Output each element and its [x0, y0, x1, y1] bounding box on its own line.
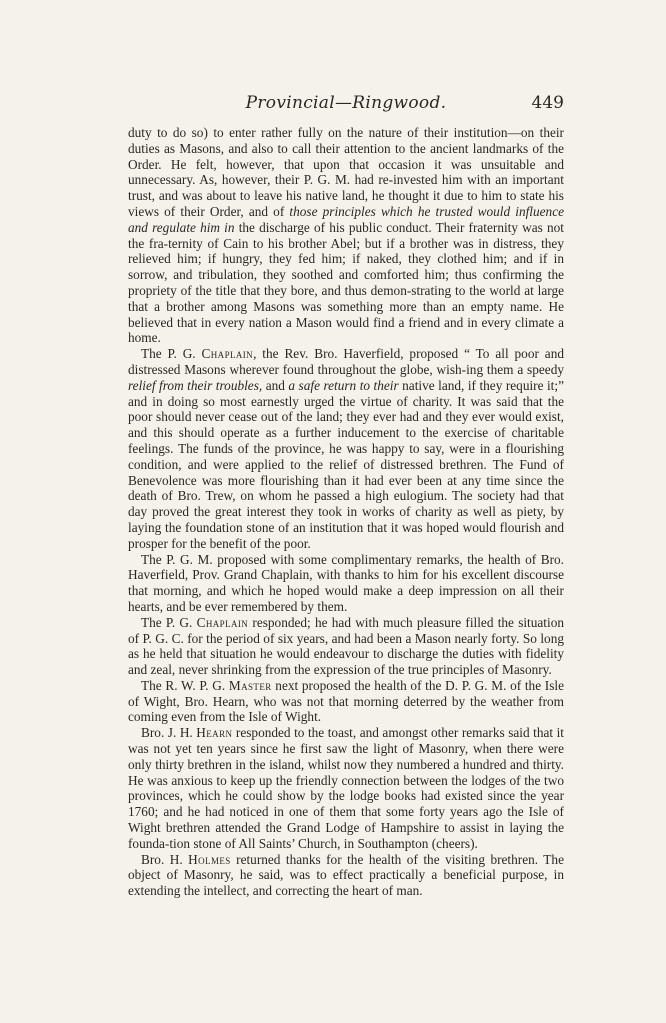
italic-text: relief from their troubles, — [128, 377, 263, 393]
running-title: Provincial—Ringwood. — [245, 93, 447, 113]
page-number: 449 — [531, 93, 564, 113]
paragraph — [128, 615, 564, 678]
text-run: Bro. H. — [141, 851, 189, 867]
italic-text: a safe return to their — [288, 377, 399, 393]
text-run: The P. G. M. proposed with some complimentary remarks, the health of Bro. Haverfield, Prov. Grand Chaplain, with thanks to him for his excellent discourse that morning, and which he hoped would make a deep impression on all their hearts, and be ever remembered by them. — [128, 551, 564, 614]
paragraph — [128, 125, 564, 346]
text-run: The P. G. — [141, 614, 197, 630]
italic-text: those principles which he trusted would influence and regulate him in — [128, 203, 564, 235]
text-run: The R. W. P. G. — [141, 677, 229, 693]
text-run: native land, if they require it;” and in doing so most earnestly urged the virtue of charity. It was said that the poor should never cease out of the land; they ever had and they ever would exist, and this should operate as a further inducement to the exercise of charitable feelings. The funds of the province, he was happy to say, were in a flourishing condition, and were applied to the relief of distressed brethren. The Fund of Benevolence was more flourishing than it had ever been at any time since the death of Bro. Trew, on whom he passed a high eulogium. The society had that day proved the great interest they took in works of charity as well as piety, by laying the foundation stone of an institution that it was hoped would flourish and prosper for the benefit of the poor. — [128, 377, 564, 551]
small-caps-name: Holmes — [188, 851, 231, 867]
small-caps-name: Hearn — [196, 725, 233, 741]
text-run: responded; he had with much pleasure filled the situation of P. G. C. for the period of six years, and had been a Mason nearly forty. So long as he held that situation he would endeavour to discharge the duties with fidelity and zeal, never shrinking from the expression of the true principles of Masonry. — [128, 614, 564, 678]
text-run: , the Rev. Bro. Haverfield, proposed “ To all poor and distressed Masons wherever found throughout the globe, wish-ing them a speedy — [128, 346, 564, 377]
text-run: duty to do so) to enter rather fully on the nature of their institution—on their duties as Masons, and also to call their attention to the ancient landmarks of the Order. He felt, however, that upon that occasion it was unsuitable and unnecessary. As, however, their P. G. M. had re-invested him with an important trust, and was about to leave his native land, he thought it due to him to state his views of their Order, and of — [128, 125, 564, 219]
small-caps-name: Master — [228, 677, 272, 693]
paragraph — [128, 725, 564, 851]
text-run: The P. G. — [141, 346, 202, 362]
text-run: returned thanks for the health of the visiting brethren. The object of Masonry, he said, was to effect practically a beneficial purpose, in extending the intellect, and correcting the heart of man. — [128, 851, 564, 899]
text-run: and — [262, 377, 289, 393]
paragraph — [128, 346, 564, 551]
paragraph — [128, 678, 564, 725]
paragraph — [128, 852, 564, 899]
paragraph — [128, 552, 564, 615]
text-run: next proposed the health of the D. P. G. M. of the Isle of Wight, Bro. Hearn, who was not that morning deterred by the weather from coming even from the Isle of Wight. — [128, 677, 564, 725]
page-header — [128, 93, 564, 117]
body-text — [128, 125, 564, 899]
text-run: the discharge of his public conduct. Their fraternity was not the fra-ternity of Cain to his brother Abel; but if a brother was in distress, they relieved him; if hungry, they fed him; if naked, they clothed him; and if in sorrow, and tribulation, they soothed and comforted him; thus confirming the propriety of the title that they bore, and thus demon-strating to the world at large that a brother among Masons was something more than an empty name. He believed that in every nation a Mason would find a friend and in every climate a home. — [128, 219, 564, 346]
text-run: Bro. J. H. — [141, 725, 197, 741]
small-caps-name: Chaplain — [201, 346, 254, 362]
text-run: responded to the toast, and amongst other remarks said that it was not yet ten years since he first saw the light of Masonry, when there were only thirty brethren in the island, whilst now they numbered a hundred and thirty. He was anxious to keep up the friendly connection between the lodges of the two provinces, which he could show by the lodge books had existed since the year 1760; and he had noticed in one of them that some forty years ago the Isle of Wight brethren attended the Grand Lodge of Hampshire to assist in laying the founda-tion stone of All Saints’ Church, in Southampton (cheers). — [128, 725, 565, 851]
small-caps-name: Chaplain — [196, 614, 249, 630]
